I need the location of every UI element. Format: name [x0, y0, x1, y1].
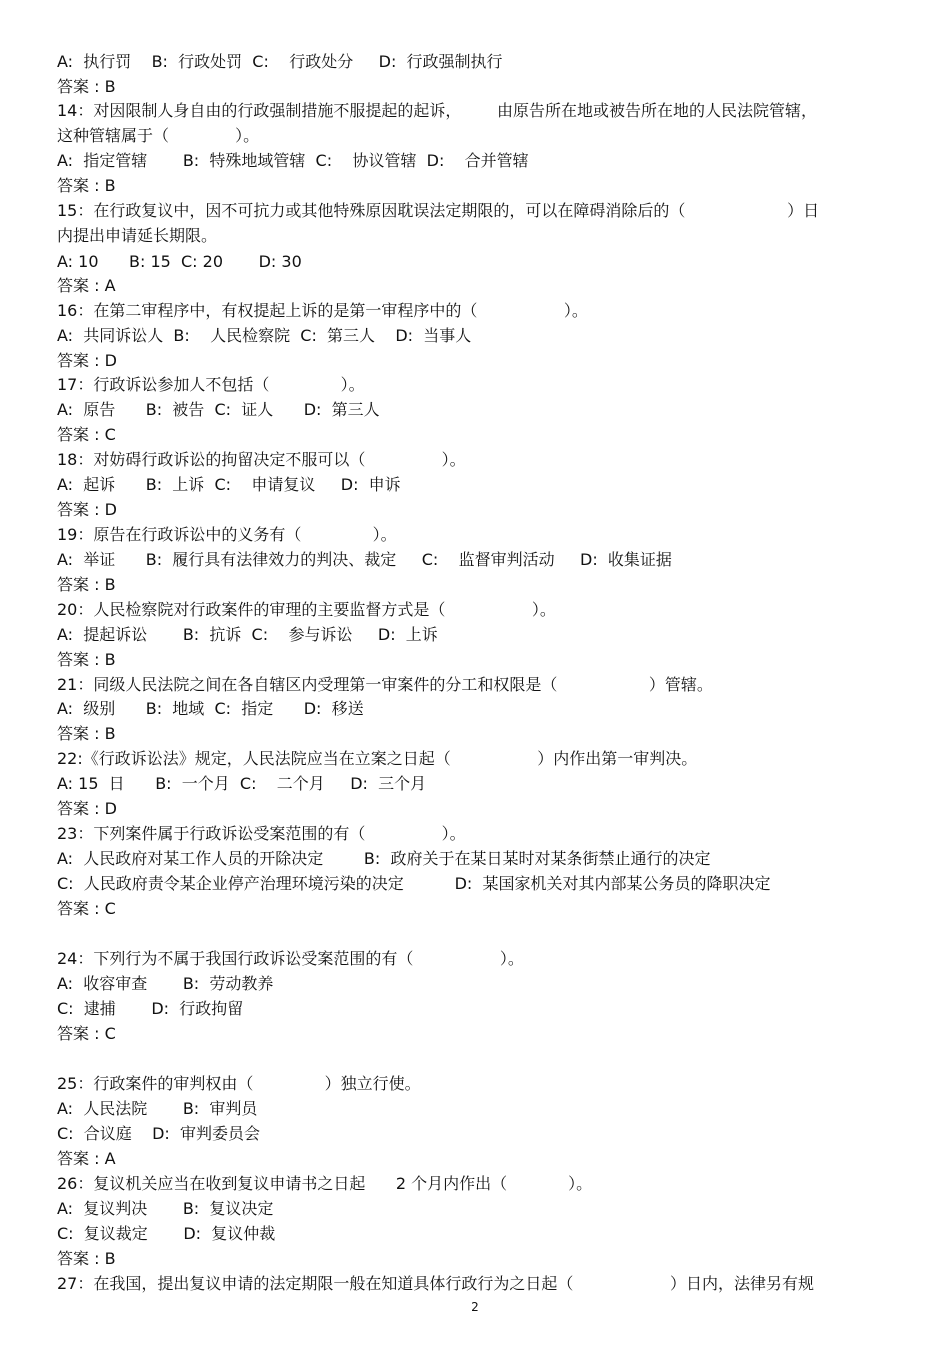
option-line: A: 人民政府对某工作人员的开除决定 B: 政府关于在某日某时对某条街禁止通行的决定: [57, 849, 711, 868]
option-line: A: 原告 B: 被告 C: 证人 D: 第三人: [57, 400, 380, 419]
question-line: 27：在我国，提出复议申请的法定期限一般在知道具体行政行为之日起（ ）日内，法律另有规: [57, 1274, 814, 1293]
question-line: 23：下列案件属于行政诉讼受案范围的有（ ）。: [57, 824, 466, 843]
option-line: C: 人民政府责令某企业停产治理环境污染的决定 D: 某国家机关对其内部某公务员的降职决定: [57, 874, 771, 893]
option-line: A: 提起诉讼 B: 抗诉 C: 参与诉讼 D: 上诉: [57, 625, 438, 644]
answer-line: 答案 : B: [57, 575, 116, 594]
answer-line: 答案 : C: [57, 899, 116, 918]
option-line: C: 逮捕 D: 行政拘留: [57, 999, 244, 1018]
option-line: C: 合议庭 D: 审判委员会: [57, 1124, 260, 1143]
option-line: A: 共同诉讼人 B: 人民检察院 C: 第三人 D: 当事人: [57, 326, 472, 345]
answer-line: 答案 : B: [57, 1249, 116, 1268]
question-line: 22:《行政诉讼法》规定，人民法院应当在立案之日起（ ）内作出第一审判决。: [57, 749, 698, 768]
question-line: 内提出申请延长期限。: [57, 226, 218, 245]
answer-line: 答案 : C: [57, 425, 116, 444]
answer-line: 答案 : A: [57, 1149, 116, 1168]
question-line: 这种管辖属于（ ）。: [57, 126, 260, 145]
question-line: 16：在第二审程序中，有权提起上诉的是第一审程序中的（ ）。: [57, 301, 588, 320]
question-line: 24：下列行为不属于我国行政诉讼受案范围的有（ ）。: [57, 949, 524, 968]
answer-line: 答案 : B: [57, 650, 116, 669]
answer-line: 答案 : C: [57, 1024, 116, 1043]
question-line: 21：同级人民法院之间在各自辖区内受理第一审案件的分工和权限是（ ）管辖。: [57, 675, 713, 694]
option-line: A: 复议判决 B: 复议决定: [57, 1199, 274, 1218]
option-line: A: 收容审查 B: 劳动教养: [57, 974, 274, 993]
question-line: 17：行政诉讼参加人不包括（ ）。: [57, 375, 365, 394]
question-line: 19：原告在行政诉讼中的义务有（ ）。: [57, 525, 397, 544]
option-line: A: 10 B: 15 C: 20 D: 30: [57, 252, 302, 271]
option-line: A: 起诉 B: 上诉 C: 申请复议 D: 申诉: [57, 475, 401, 494]
answer-line: 答案 : D: [57, 351, 117, 370]
question-line: 26：复议机关应当在收到复议申请书之日起 2 个月内作出（ ）。: [57, 1174, 593, 1193]
question-line: 15：在行政复议中，因不可抗力或其他特殊原因耽误法定期限的，可以在障碍消除后的（ ）日: [57, 201, 820, 220]
question-line: 14：对因限制人身自由的行政强制措施不服提起的起诉， 由原告所在地或被告所在地的人民法院管辖，: [57, 101, 817, 120]
question-line: 25：行政案件的审判权由（ ）独立行使。: [57, 1074, 421, 1093]
answer-line: 答案 : D: [57, 500, 117, 519]
answer-line: 答案 : B: [57, 77, 116, 96]
option-line: A: 举证 B: 履行具有法律效力的判决、裁定 C: 监督审判活动 D: 收集证据: [57, 550, 672, 569]
option-line: A: 指定管辖 B: 特殊地域管辖 C: 协议管辖 D: 合并管辖: [57, 151, 529, 170]
page-number: 2: [471, 1300, 479, 1314]
answer-line: 答案 : A: [57, 276, 116, 295]
option-line: A: 执行罚 B: 行政处罚 C: 行政处分 D: 行政强制执行: [57, 52, 503, 71]
answer-line: 答案 : B: [57, 724, 116, 743]
option-line: A: 15 日 B: 一个月 C: 二个月 D: 三个月: [57, 774, 427, 793]
answer-line: 答案 : B: [57, 176, 116, 195]
answer-line: 答案 : D: [57, 799, 117, 818]
question-line: 18：对妨碍行政诉讼的拘留决定不服可以（ ）。: [57, 450, 466, 469]
option-line: C: 复议裁定 D: 复议仲裁: [57, 1224, 276, 1243]
question-line: 20：人民检察院对行政案件的审理的主要监督方式是（ ）。: [57, 600, 556, 619]
option-line: A: 级别 B: 地域 C: 指定 D: 移送: [57, 699, 364, 718]
option-line: A: 人民法院 B: 审判员: [57, 1099, 258, 1118]
